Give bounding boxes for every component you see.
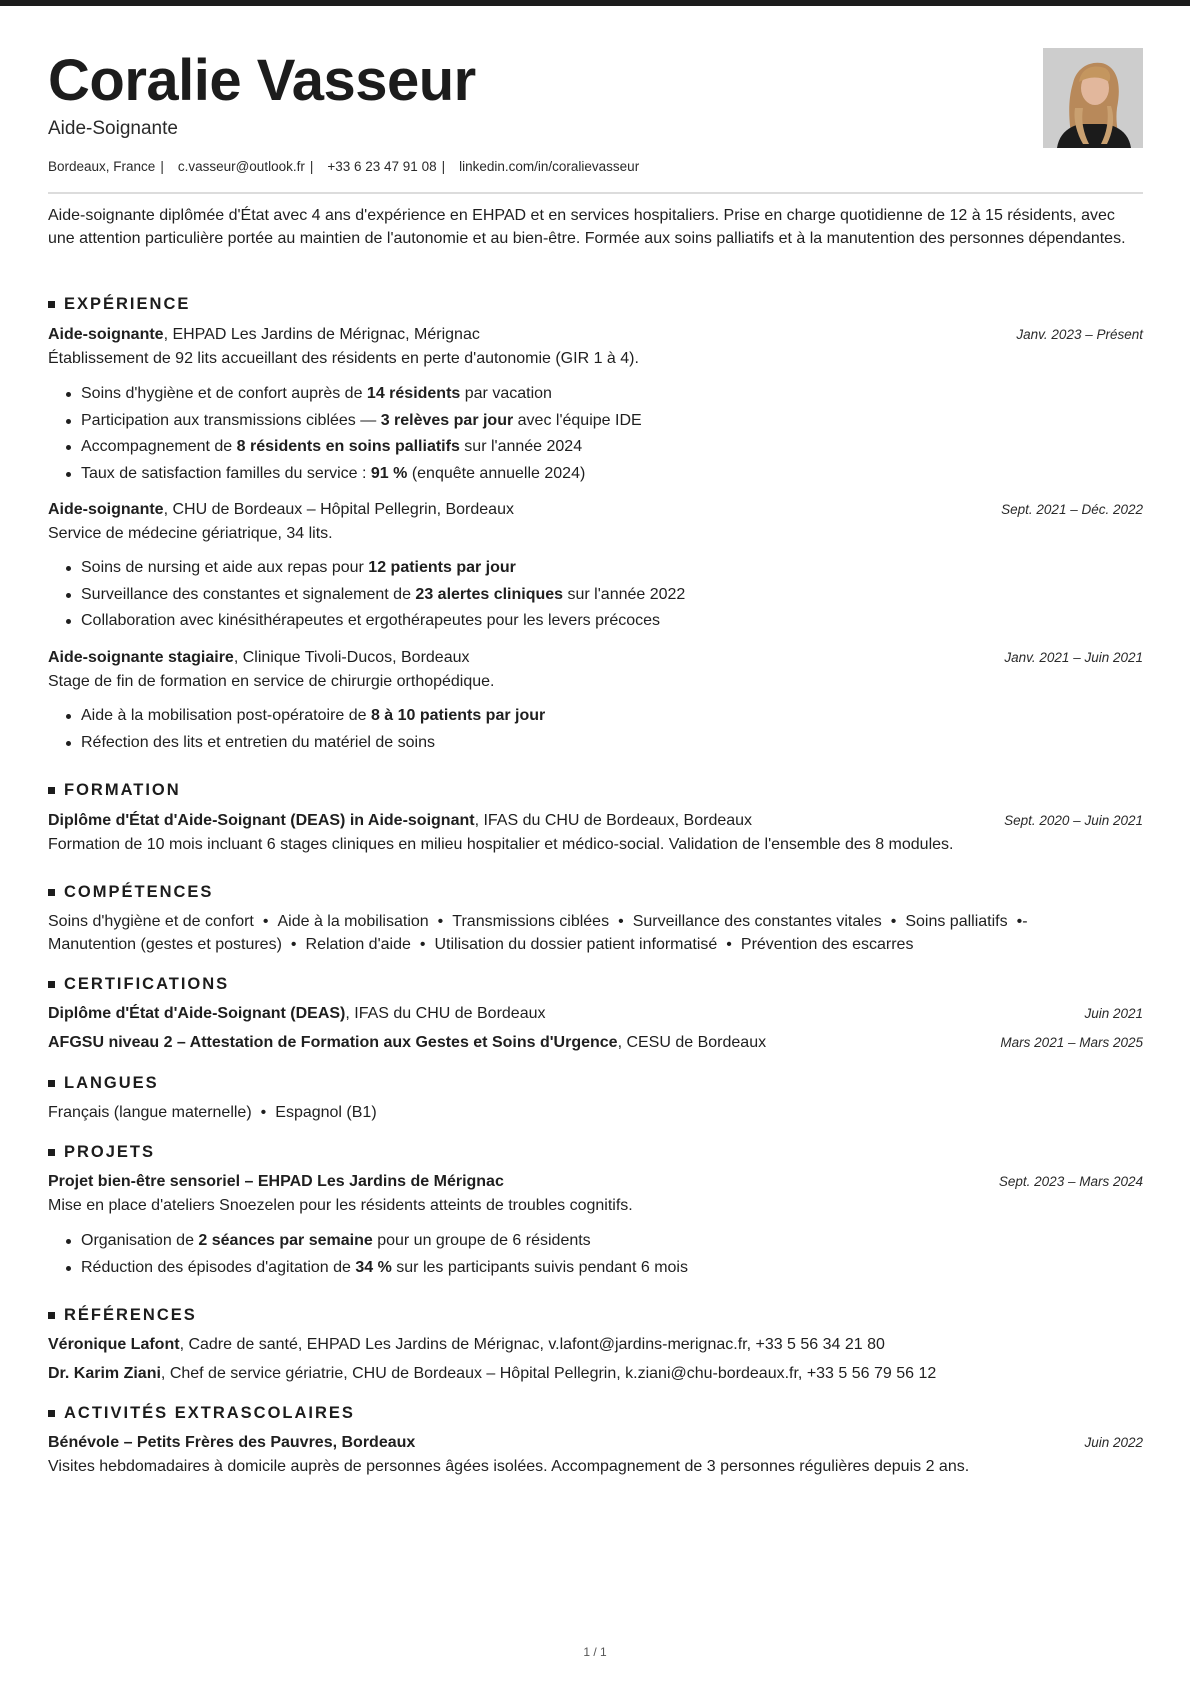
certification-name: Diplôme d'État d'Aide-Soignant (DEAS) <box>48 1005 346 1022</box>
header-divider <box>48 192 1143 194</box>
reference-name: Dr. Karim Ziani <box>48 1365 161 1382</box>
project-date: Sept. 2023 – Mars 2024 <box>998 1174 1143 1189</box>
language-item: Français (langue maternelle) <box>48 1104 252 1121</box>
list-item: Réfection des lits et entretien du matériel de soins <box>81 730 1141 757</box>
job-org: , EHPAD Les Jardins de Mérignac, Mérignac <box>163 326 480 343</box>
project-bullets <box>81 1228 1141 1281</box>
contact-separator: | <box>309 159 314 174</box>
experience-entry-1-header <box>48 324 1143 346</box>
list-item: Accompagnement de 8 résidents en soins palliatifs sur l'année 2024 <box>81 434 1141 461</box>
job-role: Aide-soignante <box>48 326 164 343</box>
certification-date: Juin 2021 <box>1084 1006 1143 1021</box>
section-marker-icon <box>48 1149 55 1156</box>
skill-item: Transmissions ciblées <box>452 913 610 930</box>
experience-entry-1-bullets <box>81 381 1141 487</box>
section-education-heading: FORMATION <box>48 780 181 800</box>
list-item: Aide à la mobilisation post-opératoire de 8 à 10 patients par jour <box>81 703 1141 730</box>
candidate-title: Aide-Soignante <box>48 118 178 139</box>
project-description: Mise en place d'ateliers Snoezelen pour les résidents atteints de troubles cognitifs. <box>48 1197 633 1214</box>
skill-item: Utilisation du dossier patient informatisé <box>434 936 718 953</box>
section-references-heading: RÉFÉRENCES <box>48 1305 197 1325</box>
section-activities-heading: ACTIVITÉS EXTRASCOLAIRES <box>48 1403 355 1423</box>
list-item: Soins d'hygiène et de confort auprès de 14 résidents par vacation <box>81 381 1141 408</box>
job-description: Stage de fin de formation en service de chirurgie orthopédique. <box>48 673 495 690</box>
reference-name: Véronique Lafont <box>48 1336 180 1353</box>
experience-entry-2-bullets <box>81 555 1141 635</box>
contact-line <box>48 158 639 176</box>
contact-phone[interactable]: +33 6 23 47 91 08 <box>327 159 437 174</box>
activity-date: Juin 2022 <box>1084 1435 1143 1450</box>
contact-linkedin[interactable]: linkedin.com/in/coralievasseur <box>459 159 640 174</box>
skill-item: Manutention (gestes et postures) <box>48 936 282 953</box>
certification-entry <box>48 1003 1143 1025</box>
skill-item: Surveillance des constantes vitales <box>632 913 882 930</box>
section-projects-heading: PROJETS <box>48 1142 155 1162</box>
job-org: , Clinique Tivoli-Ducos, Bordeaux <box>233 649 470 666</box>
education-entry-header <box>48 810 1143 832</box>
degree-name: Diplôme d'État d'Aide-Soignant (DEAS) in Aide-soignant <box>48 812 475 829</box>
section-marker-icon <box>48 1080 55 1087</box>
list-item: Surveillance des constantes et signalement de 23 alertes cliniques sur l'année 2022 <box>81 582 1141 609</box>
list-item: Collaboration avec kinésithérapeutes et ergothérapeutes pour les levers précoces <box>81 608 1141 635</box>
reference-entry <box>48 1334 1143 1356</box>
activity-description: Visites hebdomadaires à domicile auprès de personnes âgées isolées. Accompagnement de 3 personnes régulières depuis 2 ans. <box>48 1458 970 1475</box>
section-experience-heading: EXPÉRIENCE <box>48 294 190 314</box>
list-item: Réduction des épisodes d'agitation de 34 % sur les participants suivis pendant 6 mois <box>81 1255 1141 1282</box>
experience-entry-2-header <box>48 499 1143 521</box>
certification-name: AFGSU niveau 2 – Attestation de Formation aux Gestes et Soins d'Urgence <box>48 1034 618 1051</box>
section-marker-icon <box>48 787 55 794</box>
list-item: Taux de satisfaction familles du service : 91 % (enquête annuelle 2024) <box>81 461 1141 488</box>
certification-issuer: , CESU de Bordeaux <box>617 1034 767 1051</box>
section-marker-icon <box>48 981 55 988</box>
skill-item: Aide à la mobilisation <box>277 913 429 930</box>
certification-entry <box>48 1032 1143 1054</box>
portrait-image-icon <box>1043 48 1143 148</box>
contact-email[interactable]: c.vasseur@outlook.fr <box>177 159 305 174</box>
section-marker-icon <box>48 301 55 308</box>
job-date: Janv. 2023 – Présent <box>1016 327 1143 342</box>
profile-photo <box>1043 48 1143 148</box>
skill-item: Prévention des escarres <box>740 936 914 953</box>
job-role: Aide-soignante stagiaire <box>48 649 234 666</box>
reference-entry <box>48 1363 1143 1385</box>
job-role: Aide-soignante <box>48 501 164 518</box>
contact-separator: | <box>160 159 164 174</box>
list-item: Soins de nursing et aide aux repas pour 12 patients par jour <box>81 555 1141 582</box>
skills-line-1: Soins d'hygiène et de confort • Aide à la mobilisation • Transmissions ciblées • Surveillance des constantes vitales • Soins palliatifs •- <box>48 913 1028 930</box>
job-description: Établissement de 92 lits accueillant des résidents en perte d'autonomie (GIR 1 à 4). <box>48 350 639 367</box>
skills-line-2: Manutention (gestes et postures) • Relation d'aide • Utilisation du dossier patient informatisé • Prévention des escarres <box>48 936 914 953</box>
experience-entry-3-bullets <box>81 703 1141 756</box>
school-name: , IFAS du CHU de Bordeaux, Bordeaux <box>474 812 753 829</box>
list-item: Participation aux transmissions ciblées — 3 relèves par jour avec l'équipe IDE <box>81 408 1141 435</box>
section-marker-icon <box>48 1410 55 1417</box>
project-title: Projet bien-être sensoriel – EHPAD Les Jardins de Mérignac <box>48 1173 504 1190</box>
project-entry-header <box>48 1171 1143 1193</box>
activity-title: Bénévole – Petits Frères des Pauvres, Bordeaux <box>48 1434 416 1451</box>
job-date: Sept. 2021 – Déc. 2022 <box>1001 502 1143 517</box>
section-marker-icon <box>48 889 55 896</box>
contact-separator: | <box>441 159 446 174</box>
section-marker-icon <box>48 1312 55 1319</box>
skill-item: Relation d'aide <box>305 936 411 953</box>
activity-entry-header <box>48 1432 1143 1454</box>
contact-location: Bordeaux, France <box>48 159 156 174</box>
top-accent-bar <box>0 0 1190 6</box>
page-number: 1 / 1 <box>583 1645 607 1659</box>
certification-issuer: , IFAS du CHU de Bordeaux <box>345 1005 546 1022</box>
profile-summary: Aide-soignante diplômée d'État avec 4 ans d'expérience en EHPAD et en services hospitaliers. Prise en charge quotidienne de 12 à 15 résidents, avec une attention particulière portée au maintien de l'autonomie et au bien-être. Formée aux soins palliatifs et à la manutention des personnes dépendantes. <box>48 207 1126 247</box>
languages-line: Français (langue maternelle) • Espagnol (B1) <box>48 1104 377 1121</box>
language-item: Espagnol (B1) <box>275 1104 377 1121</box>
section-certifications-heading: CERTIFICATIONS <box>48 974 229 994</box>
reference-details: , Chef de service gériatrie, CHU de Bordeaux – Hôpital Pellegrin, k.ziani@chu-bordeaux.fr, +33 5 56 79 56 12 <box>160 1365 937 1382</box>
section-languages-heading: LANGUES <box>48 1073 159 1093</box>
list-item: Organisation de 2 séances par semaine pour un groupe de 6 résidents <box>81 1228 1141 1255</box>
certification-date: Mars 2021 – Mars 2025 <box>1000 1035 1143 1050</box>
job-description: Service de médecine gériatrique, 34 lits. <box>48 525 333 542</box>
section-skills-heading: COMPÉTENCES <box>48 882 213 902</box>
education-description: Formation de 10 mois incluant 6 stages cliniques en milieu hospitalier et médico-social. Validation de l'ensemble des 8 modules. <box>48 836 954 853</box>
education-date: Sept. 2020 – Juin 2021 <box>1004 813 1143 828</box>
reference-details: , Cadre de santé, EHPAD Les Jardins de Mérignac, v.lafont@jardins-merignac.fr, +33 5 56 34 21 80 <box>179 1336 885 1353</box>
skill-item: Soins palliatifs <box>905 913 1008 930</box>
experience-entry-3-header <box>48 647 1143 669</box>
job-org: , CHU de Bordeaux – Hôpital Pellegrin, Bordeaux <box>163 501 514 518</box>
skill-item: Soins d'hygiène et de confort <box>48 913 254 930</box>
job-date: Janv. 2021 – Juin 2021 <box>1004 650 1143 665</box>
candidate-name: Coralie Vasseur <box>48 48 476 113</box>
